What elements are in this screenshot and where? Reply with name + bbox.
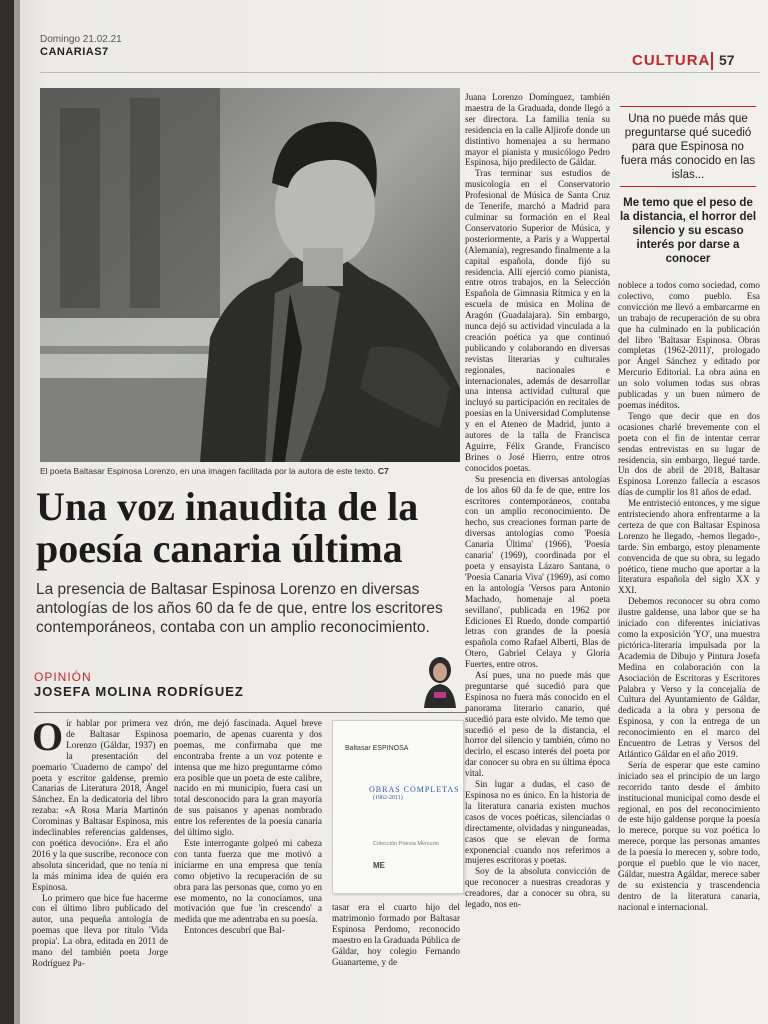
paragraph: drón, me dejó fascinada. Aquel breve poemario, de apenas cuarenta y dos poemas, me confirmaba que me encontraba frente a un voz potente e intensa que me hizo preguntarme cómo era posible que un poeta de este calibre, nacido en mi municipio, fuera casi un total desconocido para la gran mayoría de sus paisanos y apenas nombrado entre los referentes de la poesía canaria del último siglo. bbox=[174, 718, 322, 838]
paragraph: Debemos reconocer su obra como ilustre galdense, una labor que se ha iniciado con diferentes iniciativas como la exposición 'YO', una muestra pictórica-literaria impulsada por la Academia de Dibujo y Pintura Josefa Medina en colaboración con la Asociación de Escritoras y Escritores Palabra y Verso y la concejalía de Cultura del Ayuntamiento de Gáldar, dedicada a la obra y persona de Espinosa, y con la entrega de un reconocimiento en el marco del Encuentro de Letras y Versos del Atlántico Gáldar en el año 2019. bbox=[618, 596, 760, 759]
author-avatar bbox=[420, 652, 460, 708]
article-column-3 bbox=[465, 92, 610, 910]
book-series: Colección Poesía Mercurio bbox=[373, 841, 439, 847]
paragraph: Juana Lorenzo Domínguez, también maestra de la Graduada, donde llegó a ser directora. La familia tenía su residencia en la calle Aljirofe donde un distintivo homenajea a su hermano mayor el pianista y musicólogo Pedro Espinosa, hijo predilecto de Gáldar. bbox=[465, 92, 610, 168]
paragraph: Tengo que decir que en dos ocasiones charlé brevemente con el poeta con el fin de intentar cerrar sendas entrevistas en su lugar de residencia, sin embargo, llegué tarde. Un dos de abril de 2018, Baltasar Espinosa Lorenzo fallecía a escasos días de cumplir los 81 años de edad. bbox=[618, 410, 760, 498]
paragraph: Sin lugar a dudas, el caso de Espinosa no es único. En la historia de la literatura canaria existen muchos casos de voces poéticas, silenciadas o directamente, olvidadas y ninguneadas, casos que se elevan de forma exponencial cuando nos referimos a mujeres escritoras y poetas. bbox=[465, 779, 610, 866]
pullquote-2: Me temo que el peso de la distancia, el horror del silencio y su escaso interés por darse a conocer bbox=[619, 197, 757, 265]
article-column-1 bbox=[32, 714, 168, 969]
paragraph: tasar era el cuarto hijo del matrimonio formado por Baltasar Espinosa Perdomo, reconocido maestro en la Graduada Pública de Gáldar, hoy colegio Fernando Guanarteme, y de bbox=[332, 902, 460, 967]
article-column-2b bbox=[332, 902, 460, 967]
page-binding-edge bbox=[14, 0, 20, 1024]
article-subtitle: La presencia de Baltasar Espinosa Lorenzo en diversas antologías de los años 60 da fe de que, entre los escritores contemporáneos, contaba con un amplio reconocimiento. bbox=[36, 581, 443, 636]
article-headline bbox=[36, 486, 466, 570]
drop-cap: O bbox=[32, 714, 64, 759]
pullquote-rule bbox=[620, 186, 756, 187]
opinion-label: OPINIÓN bbox=[34, 670, 92, 684]
article-column-4 bbox=[618, 280, 760, 913]
paragraph: Tras terminar sus estudios de musicología en el Conservatorio Profesional de Música de Santa Cruz de Tenerife, marchó a Madrid para culminar su formación en el Real Conservatorio Superior de Música, y posteriormente, a París y a Wuppertal (Alemania), regresando finalmente a la capital española, donde fijó su residencia. Allí ejerció como pianista, entre otros trabajos, en la Selección Española de Gimnasia Rítmica y en la escuela de música en Molina de Aragón (Guadalajara). Sin embargo, nunca dejó su actividad vinculada a la creación poética ya que continuó publicando y colaborando en diversas revistas literarias y culturales regionales, nacionales e internacionales, además de desarrollar una intensa actividad cultural que incluyó su participación en recitales de poesías en la Universidad Complutense y en el Ateneo de Madrid, junto a autores de la talla de Francisca Aguirre, Félix Grande, Francisco Brines o José Hierro, entre otros conocidos poetas. bbox=[465, 168, 610, 473]
book-author: Baltasar ESPINOSA bbox=[345, 745, 409, 752]
section-divider bbox=[711, 52, 713, 70]
paragraph: Oír hablar por primera vez de Baltasar Espinosa Lorenzo (Gáldar, 1937) en la presentación del poemario 'Cuaderno de campo' del poeta y escritor galdense, premio Canarias de Literatura 2018, Ángel Sánchez. En la dedicatoria del libro rezaba: «A Rosa María Martinón Corominas y Baltasar Espinosa, mis indeclinables referencias galdenses, con poética devoción». Era el año 2016 y la que suscribe, reconoce con absoluta sinceridad, que no tenía ni la más mínima idea de quién era Espinosa. bbox=[32, 714, 168, 892]
photo-credit: C7 bbox=[377, 466, 389, 476]
headline-line-1: Una voz inaudita de la bbox=[36, 484, 419, 529]
book-years: (1962-2011) bbox=[373, 795, 403, 801]
section-label: CULTURA bbox=[632, 52, 711, 69]
publisher-logo: ME bbox=[373, 861, 385, 870]
paragraph: Sería de esperar que este camino iniciado sea el principio de un largo recorrido tanto desde el ámbito institucional municipal como desde el regional, en pos del reconocimiento de este hijo galdense porque la poesía lo merece, porque su voz poética lo merece, porque las personas amantes de la poesía lo merecen y, sobre todo, porque el pueblo que le vio nacer, Gáldar, nuestra Agáldar, merece saber de su existencia y trascendencia dentro de la literatura canaria, nacional e internacional. bbox=[618, 759, 760, 912]
article-column-2 bbox=[174, 718, 322, 936]
byline-rule bbox=[34, 712, 466, 713]
masthead-date: Domingo 21.02.21 bbox=[40, 34, 122, 45]
book-cover bbox=[332, 720, 464, 894]
page-binding-shadow bbox=[0, 0, 14, 1024]
paragraph: Este interrogante golpeó mi cabeza con tanta fuerza que me motivó a iniciarme en una empresa que tenía como objetivo la recuperación de su obra para las personas que, como yo en ese momento, no la conocíamos, una motivación que fue 'in crescendo' a medida que me adentraba en su poesía. bbox=[174, 837, 322, 925]
pullquote-1: Una no puede más que preguntarse qué sucedió para que Espinosa no fuera más conocido en las islas... bbox=[620, 113, 756, 181]
pullquote-rule bbox=[620, 106, 756, 107]
photo-caption-text: El poeta Baltasar Espinosa Lorenzo, en una imagen facilitada por la autora de este texto. bbox=[40, 466, 376, 476]
paragraph: Así pues, una no puede más que preguntarse qué sucedió para que Espinosa no fuera más conocido en el panorama literario canario, qué sucedió para este olvido. Me temo que sucedió el peso de la distancia, el horror del silencio y también, cómo no decirlo, el escaso interés del poeta por dar conocer su obra en su última época vital. bbox=[465, 670, 610, 779]
photo-caption bbox=[40, 466, 460, 476]
poet-photo bbox=[40, 88, 460, 462]
paragraph: Entonces descubrí que Bal- bbox=[184, 925, 285, 936]
paragraph: Su presencia en diversas antologías de los años 60 da fe de que, entre los escritores contemporáneos, contaba con un amplio reconocimiento. De hecho, sus creaciones forman parte de diversas antologías como 'Poesía Canaria Última' (1966), 'Poesía canaria' (1969), coordinada por el poeta y ensayista Lázaro Santana, o 'Poesía Canaria Viva' (1969), así como en la antología 'Versos para Antonio Machado, homenaje al poeta sevillano', publicada en 1962 por Ediciones El Ruedo, donde compartió letras con grandes de la poesía española como Rafael Alberti, Blas de Otero, Gabriel Celaya y Gloria Fuertes, entre otros. bbox=[465, 473, 610, 670]
headline-line-2: poesía canaria última bbox=[36, 526, 403, 571]
paragraph: noblece a todos como sociedad, como colectivo, como pueblo. Esa convicción me llevó a embarcarme en un trabajo de recuperación de su obra que ha culminado en la publicación del libro 'Baltasar Espinosa. Obras completas (1962-2011)', prologado por Ángel Sánchez y editado por Mercurio Editorial. La obra aúna en un solo volumen todas sus obras publicadas y un buen número de poemas inéditos. bbox=[618, 280, 760, 410]
header-rule bbox=[40, 72, 760, 73]
paragraph: Soy de la absoluta convicción de que reconocer a nuestras creadoras y creadores, dar a conocer su obra, su legado, nos en- bbox=[465, 866, 610, 910]
poet-photo-illustration bbox=[40, 88, 460, 462]
page-number: 57 bbox=[719, 52, 735, 68]
author-name: JOSEFA MOLINA RODRÍGUEZ bbox=[34, 684, 244, 699]
paragraph: Me entristeció entonces, y me sigue entristeciendo ahora enfrentarme a la certeza de que con Baltasar Espinosa Lorenzo he llegado, -hemos llegado-, tarde. Sin embargo, estoy plenamente convencida de que su obra, su legado poético, tiene mucho que aportar a la literatura española del siglo XX y XXI. bbox=[618, 498, 760, 596]
masthead-publication: CANARIAS7 bbox=[40, 46, 109, 58]
paragraph: Lo primero que hice fue hacerme con el último libro publicado del autor, una pequeña antología de poemas que lleva por título 'Vida propia'. La obra, editada en 2011 de mano del también poeta Jorge Rodríguez Pa- bbox=[32, 892, 168, 968]
book-title: OBRAS COMPLETAS bbox=[369, 785, 460, 794]
